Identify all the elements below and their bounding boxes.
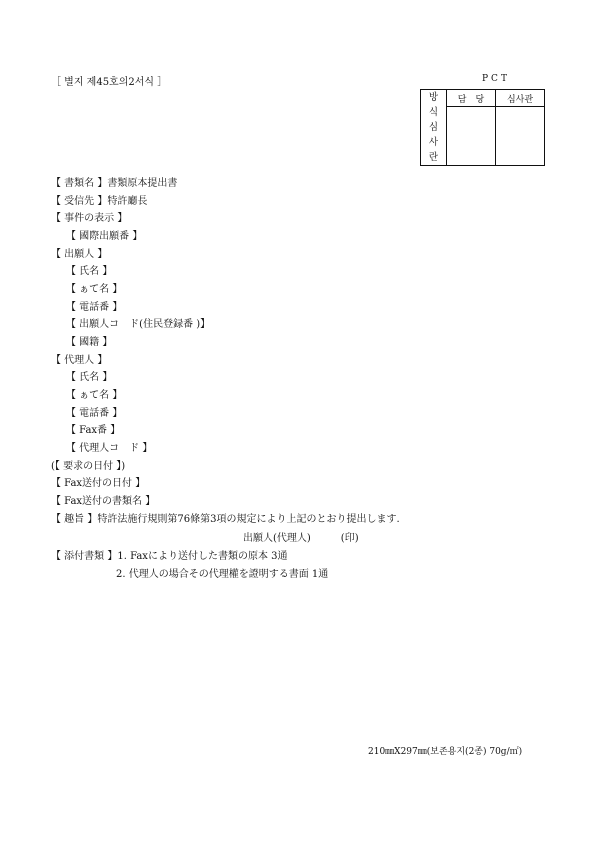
field-agent-fax: 【 Fax番 】 [66, 425, 121, 436]
review-col-officer: 담 당 [447, 90, 496, 107]
review-label-char: 란 [428, 152, 439, 163]
field-request-date: (【 要求の日付 】) [51, 461, 126, 472]
field-applicant-address: 【 ぁて名 】 [66, 284, 123, 295]
paper-spec-footer: 210㎜X297㎜(보존용지(2종) 70g/㎡) [368, 747, 523, 757]
review-label-char: 심 [428, 122, 439, 133]
signature-line: 出願人(代理人) (印) [243, 533, 359, 544]
field-agent-name: 【 氏名 】 [66, 372, 113, 383]
field-fax-document-name: 【 Fax送付の書類名 】 [51, 496, 156, 507]
field-attachments-item-2: 2. 代理人の場合その代理權を證明する書面 1通 [116, 569, 329, 580]
field-recipient: 【 受信先 】特許廳長 [51, 196, 148, 207]
field-applicant: 【 出願人 】 [51, 249, 108, 260]
review-box [420, 89, 545, 166]
field-international-application-number: 【 國際出願番 】 [66, 231, 143, 242]
field-purport: 【 趣旨 】特許法施行規則第76條第3項の規定により上記のとおり提出します. [51, 514, 400, 525]
review-label-char: 식 [428, 107, 439, 118]
field-case-indication: 【 事件の表示 】 [51, 213, 128, 224]
review-label-char: 사 [428, 137, 439, 148]
pct-label: PCT [482, 74, 510, 84]
field-agent-address: 【 ぁて名 】 [66, 390, 123, 401]
field-applicant-phone: 【 電話番 】 [66, 302, 123, 313]
review-label-char: 방 [428, 92, 439, 103]
field-attachments: 【 添付書類 】1. Faxにより送付した書類の原本 3通 [51, 551, 288, 562]
field-agent-code: 【 代理人コ ド 】 [66, 443, 153, 454]
field-agent: 【 代理人 】 [51, 355, 108, 366]
review-col-examiner: 심사관 [496, 90, 545, 107]
review-officer-cell [447, 107, 496, 166]
field-document-name: 【 書類名 】書類原本提出書 [51, 178, 178, 189]
review-examiner-cell [496, 107, 545, 166]
field-applicant-nationality: 【 國籍 】 [66, 337, 113, 348]
form-label: ［ 별지 제45호의2서식 ］ [51, 77, 168, 88]
field-fax-date: 【 Fax送付の日付 】 [51, 478, 146, 489]
field-applicant-name: 【 氏名 】 [66, 266, 113, 277]
field-agent-phone: 【 電話番 】 [66, 408, 123, 419]
review-box-vertical-label [421, 90, 447, 166]
field-applicant-code: 【 出願人コ ド(住民登録番 )】 [66, 319, 211, 330]
